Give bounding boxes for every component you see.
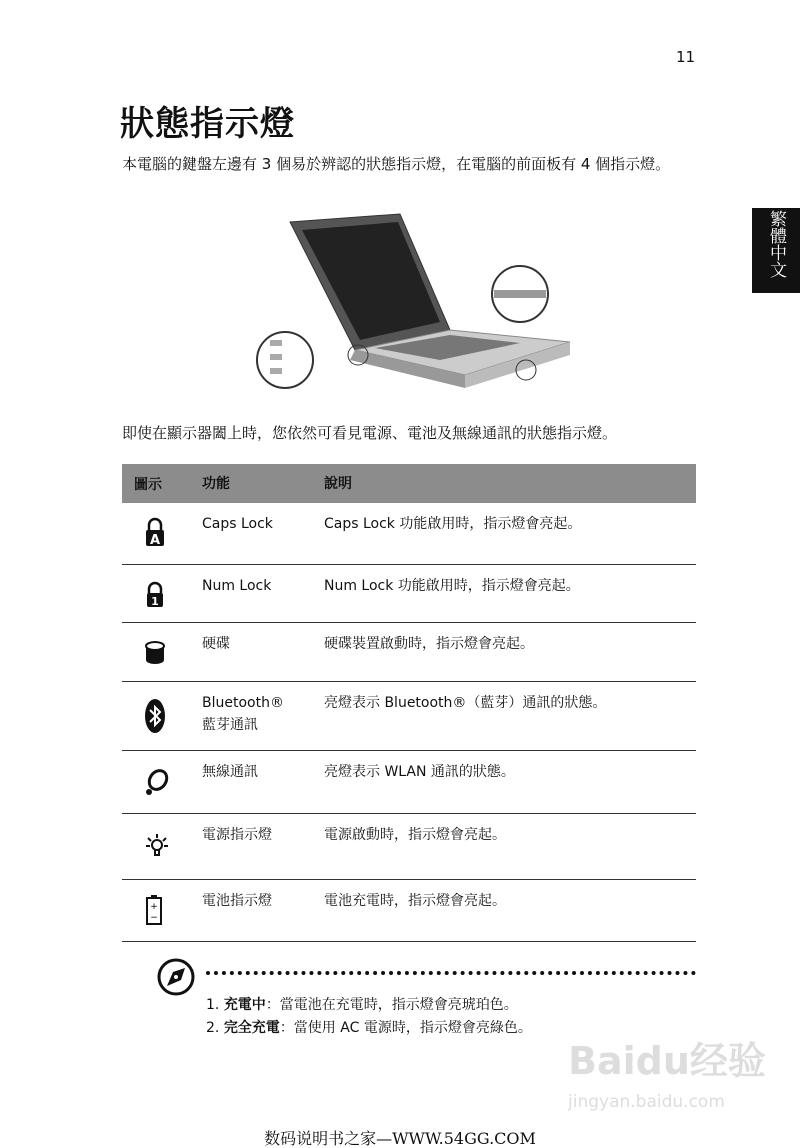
function-cell: 電池指示燈 (202, 893, 272, 909)
hard-disk-icon (144, 641, 166, 665)
header-function: 功能 (202, 475, 230, 492)
power-icon (144, 832, 170, 860)
description-cell: 電池充電時，指示燈會亮起。 (324, 893, 506, 909)
function-cell: 電源指示燈 (202, 827, 272, 843)
table-row (122, 814, 696, 880)
function-cell: 無線通訊 (202, 764, 258, 780)
footer-text: 数码说明书之家—WWW.54GG.COM (264, 1129, 536, 1148)
function-line: 藍芽通訊 (202, 717, 258, 733)
table-row (122, 682, 696, 751)
description-cell: 電源啟動時，指示燈會亮起。 (324, 827, 506, 843)
description-cell: 硬碟裝置啟動時，指示燈會亮起。 (324, 636, 534, 652)
note-item: 2. 完全充電：當使用 AC 電源時，指示燈會亮綠色。 (206, 1020, 532, 1036)
function-cell: Caps Lock (202, 516, 273, 532)
function-cell: Num Lock (202, 578, 272, 594)
table-row (122, 623, 696, 682)
table-row (122, 503, 696, 565)
table-header (122, 464, 696, 503)
description-cell: 亮燈表示 Bluetooth®（藍芽）通訊的狀態。 (324, 695, 607, 711)
indicator-table (122, 464, 696, 942)
table-row (122, 880, 696, 942)
caption: 即使在顯示器闔上時，您依然可看見電源、電池及無線通訊的狀態指示燈。 (122, 424, 618, 442)
function-cell: 硬碟 (202, 636, 230, 652)
intro-paragraph: 本電腦的鍵盤左邊有 3 個易於辨認的狀態指示燈，在電腦的前面板有 4 個指示燈。 (122, 155, 671, 173)
description-cell: Num Lock 功能啟用時，指示燈會亮起。 (324, 578, 580, 594)
language-tab-label: 繁體中文 (766, 210, 786, 278)
notes-list (206, 994, 532, 1040)
note-icon (157, 958, 195, 996)
page-number: 11 (676, 48, 696, 66)
baidu-watermark-url: jingyan.baidu.com (568, 1092, 725, 1112)
description-cell: 亮燈表示 WLAN 通訊的狀態。 (324, 764, 515, 780)
language-tab (752, 208, 800, 293)
page-title: 狀態指示燈 (120, 104, 295, 144)
battery-icon (144, 894, 164, 926)
svg-text:1: 1 (151, 595, 159, 608)
header-icon: 圖示 (134, 476, 162, 493)
description-cell: Caps Lock 功能啟用時，指示燈會亮起。 (324, 516, 582, 532)
caps-lock-icon (144, 517, 166, 547)
header-description: 說明 (324, 475, 352, 492)
table-row (122, 565, 696, 623)
function-line: Bluetooth® (202, 695, 284, 711)
num-lock-icon (144, 581, 166, 609)
laptop-illustration (250, 210, 580, 390)
function-cell (202, 682, 324, 750)
table-row (122, 751, 696, 814)
baidu-watermark: Baidu经验 (568, 1039, 766, 1083)
note-divider (206, 971, 696, 975)
svg-text:−: − (150, 913, 158, 923)
bluetooth-icon (144, 698, 166, 734)
note-item: 1. 充電中：當電池在充電時，指示燈會亮琥珀色。 (206, 997, 518, 1013)
wireless-icon (144, 767, 170, 797)
svg-text:+: + (150, 902, 158, 912)
svg-text:A: A (149, 533, 161, 547)
